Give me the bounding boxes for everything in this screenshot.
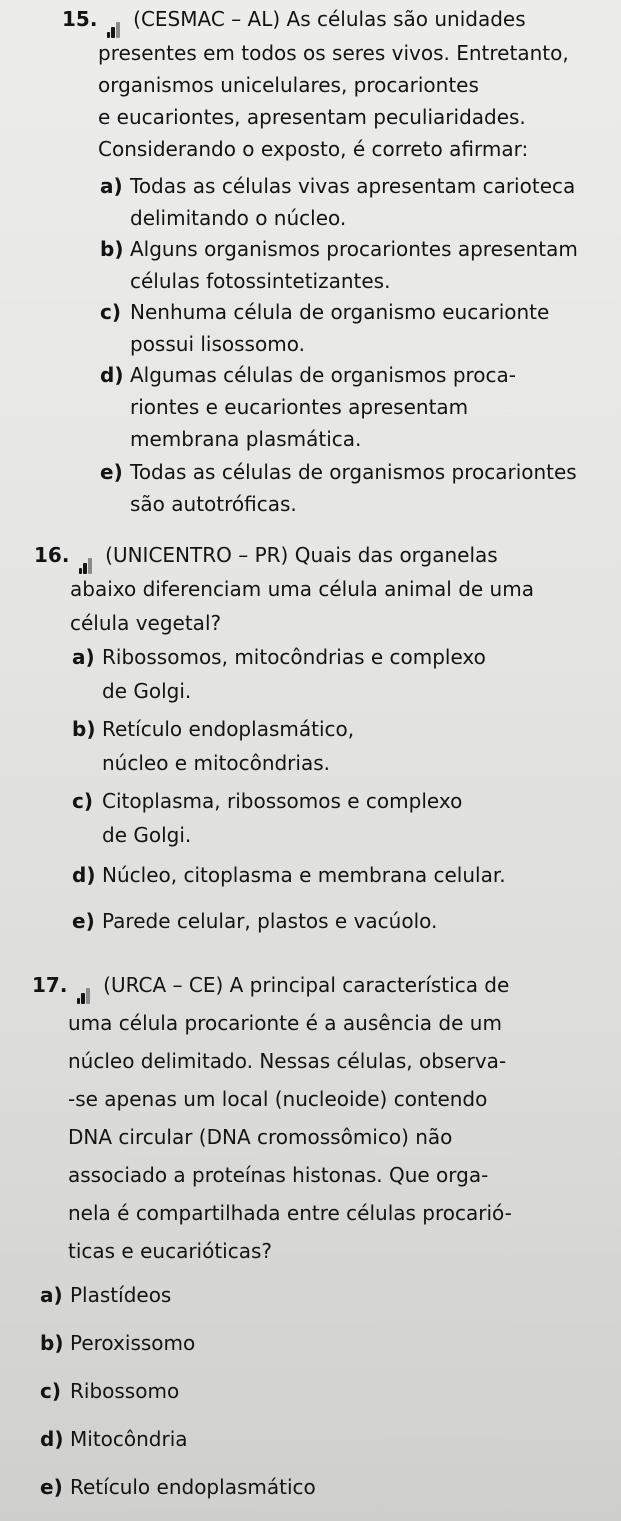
option-a[interactable] xyxy=(100,169,575,203)
question-stem-line: Considerando o exposto, é correto afirmar: xyxy=(98,137,529,161)
option-e[interactable] xyxy=(40,1470,316,1504)
option-d[interactable] xyxy=(100,358,516,392)
question-stem-line: célula vegetal? xyxy=(70,611,222,635)
option-text-continuation: de Golgi. xyxy=(102,679,192,703)
question-source: (UNICENTRO – PR) Quais das organelas xyxy=(105,543,498,567)
option-text-continuation: núcleo e mitocôndrias. xyxy=(102,751,330,775)
option-letter: c) xyxy=(40,1379,61,1403)
option-letter: b) xyxy=(40,1331,64,1355)
difficulty-icon xyxy=(79,540,93,574)
option-letter: a) xyxy=(40,1283,63,1307)
question-header xyxy=(62,2,526,38)
option-text-continuation: delimitando o núcleo. xyxy=(130,206,347,230)
option-a[interactable] xyxy=(40,1278,171,1312)
option-c[interactable] xyxy=(40,1374,179,1408)
option-text: Peroxissomo xyxy=(70,1331,196,1355)
option-text: Núcleo, citoplasma e membrana celular. xyxy=(102,863,506,887)
option-text: Todas as células vivas apresentam carioteca xyxy=(130,174,576,198)
option-letter: d) xyxy=(100,363,124,387)
question-stem-line: nela é compartilhada entre células procarió- xyxy=(68,1201,512,1225)
option-d[interactable] xyxy=(72,858,506,892)
option-e[interactable] xyxy=(72,904,437,938)
question-stem-line: organismos unicelulares, procariontes xyxy=(98,73,479,97)
question-stem-line: e eucariontes, apresentam peculiaridades. xyxy=(98,105,526,129)
option-text: Todas as células de organismos procariontes xyxy=(130,460,577,484)
question-number: 15. xyxy=(62,7,98,31)
option-text: Citoplasma, ribossomos e complexo xyxy=(102,789,463,813)
question-stem-line: núcleo delimitado. Nessas células, observa- xyxy=(68,1049,507,1073)
option-text: Plastídeos xyxy=(70,1283,172,1307)
option-letter: c) xyxy=(72,789,93,813)
question-stem-line: uma célula procarionte é a ausência de um xyxy=(68,1011,502,1035)
option-letter: e) xyxy=(40,1475,63,1499)
question-stem-line: ticas e eucarióticas? xyxy=(68,1239,273,1263)
question-number: 17. xyxy=(32,973,68,997)
option-letter: b) xyxy=(100,237,124,261)
question-stem-line: abaixo diferenciam uma célula animal de uma xyxy=(70,577,534,601)
option-text-continuation: riontes e eucariontes apresentam xyxy=(130,395,469,419)
option-letter: b) xyxy=(72,717,96,741)
option-letter: d) xyxy=(40,1427,64,1451)
option-letter: a) xyxy=(100,174,123,198)
option-letter: e) xyxy=(100,460,123,484)
option-text: Mitocôndria xyxy=(70,1427,188,1451)
difficulty-icon xyxy=(107,4,121,38)
option-b[interactable] xyxy=(72,712,354,746)
option-text-continuation: possui lisossomo. xyxy=(130,332,305,356)
option-text: Retículo endoplasmático xyxy=(70,1475,316,1499)
question-header xyxy=(32,968,509,1004)
option-text: Retículo endoplasmático, xyxy=(102,717,355,741)
question-stem-line: -se apenas um local (nucleoide) contendo xyxy=(68,1087,488,1111)
option-text-continuation: células fotossintetizantes. xyxy=(130,269,391,293)
question-source: (CESMAC – AL) As células são unidades xyxy=(133,7,526,31)
option-b[interactable] xyxy=(100,232,578,266)
option-b[interactable] xyxy=(40,1326,195,1360)
option-a[interactable] xyxy=(72,640,486,674)
option-text: Algumas células de organismos proca- xyxy=(130,363,516,387)
option-text: Ribossomo xyxy=(70,1379,180,1403)
difficulty-icon xyxy=(77,970,91,1004)
option-c[interactable] xyxy=(72,784,462,818)
option-text-continuation: são autotróficas. xyxy=(130,492,297,516)
question-header xyxy=(34,538,498,574)
option-text: Alguns organismos procariontes apresentam xyxy=(130,237,578,261)
question-number: 16. xyxy=(34,543,70,567)
option-text: Ribossomos, mitocôndrias e complexo xyxy=(102,645,486,669)
option-text-continuation: de Golgi. xyxy=(102,823,192,847)
question-source: (URCA – CE) A principal característica de xyxy=(103,973,510,997)
option-e[interactable] xyxy=(100,455,577,489)
option-letter: e) xyxy=(72,909,95,933)
option-text: Nenhuma célula de organismo eucarionte xyxy=(130,300,550,324)
question-stem-line: associado a proteínas histonas. Que orga- xyxy=(68,1163,489,1187)
option-letter: c) xyxy=(100,300,121,324)
option-text-continuation: membrana plasmática. xyxy=(130,427,362,451)
option-letter: a) xyxy=(72,645,95,669)
option-c[interactable] xyxy=(100,295,549,329)
option-letter: d) xyxy=(72,863,96,887)
option-d[interactable] xyxy=(40,1422,188,1456)
question-stem-line: DNA circular (DNA cromossômico) não xyxy=(68,1125,453,1149)
question-stem-line: presentes em todos os seres vivos. Entretanto, xyxy=(98,41,569,65)
option-text: Parede celular, plastos e vacúolo. xyxy=(102,909,438,933)
